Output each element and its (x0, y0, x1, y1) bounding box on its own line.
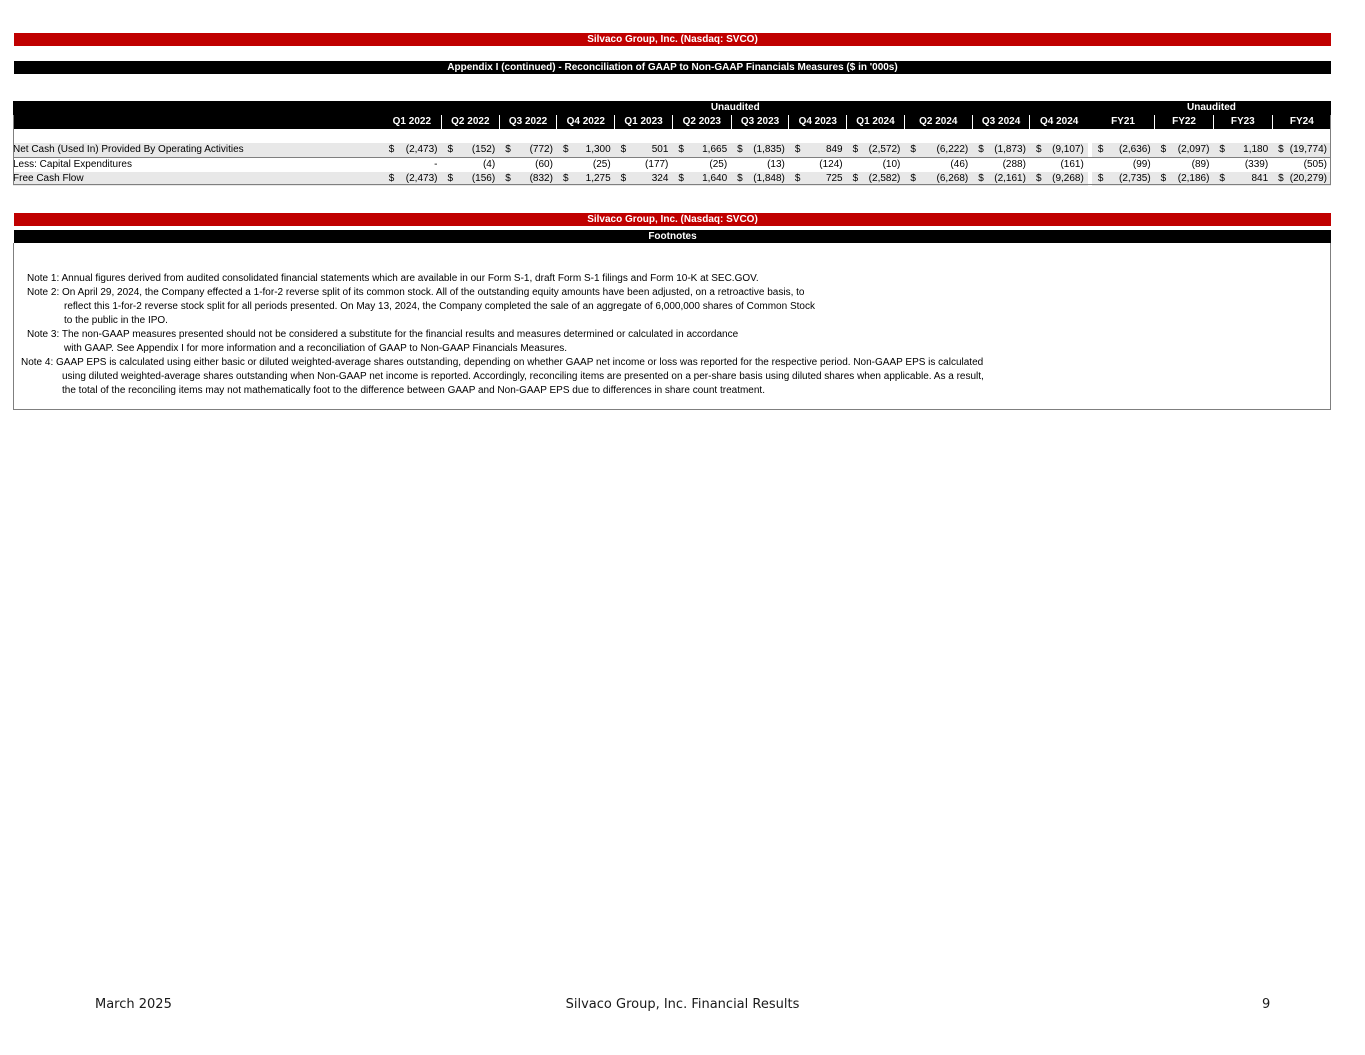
table-cell (1213, 158, 1272, 173)
header-blank (13, 101, 383, 115)
currency-symbol: $ (388, 173, 395, 184)
table-row (13, 172, 1331, 186)
table-cell (1155, 143, 1214, 158)
column-header: Q1 2022 (383, 115, 442, 129)
cell-value: (19,774) (1289, 144, 1327, 155)
cell-value: (2,582) (868, 173, 901, 184)
column-header: Q3 2022 (499, 115, 557, 129)
currency-symbol: $ (620, 173, 627, 184)
table-cell (972, 143, 1030, 158)
table-cell (731, 172, 789, 186)
cell-value: (6,222) (936, 144, 969, 155)
cell-value: (60) (535, 159, 553, 170)
footnotes-company-banner: Silvaco Group, Inc. (Nasdaq: SVCO) (14, 213, 1331, 226)
cell-value: (288) (1002, 159, 1026, 170)
table-cell (731, 158, 789, 173)
table-cell (441, 143, 499, 158)
footnote-line: the total of the reconciling items may not mathematically foot to the difference between GAAP and Non-GAAP EPS due to differences in share count treatment. (62, 385, 765, 396)
row-label: Net Cash (Used In) Provided By Operating Activities (13, 143, 383, 158)
cell-value: (832) (529, 173, 553, 184)
cell-value: - (434, 159, 438, 170)
cell-value: (10) (882, 159, 901, 170)
column-header: FY24 (1272, 115, 1331, 129)
cell-value: (2,735) (1118, 173, 1151, 184)
currency-symbol: $ (1278, 173, 1284, 184)
label-column-header (13, 115, 383, 129)
table-row (13, 158, 1331, 173)
company-banner: Silvaco Group, Inc. (Nasdaq: SVCO) (14, 33, 1331, 46)
currency-symbol: $ (1097, 173, 1104, 184)
currency-symbol: $ (978, 144, 984, 155)
currency-symbol: $ (910, 173, 916, 184)
cell-value: (505) (1303, 159, 1327, 170)
cell-value: (25) (592, 159, 611, 170)
column-header: Q3 2023 (731, 115, 789, 129)
table-cell (904, 172, 972, 186)
column-header: Q1 2023 (615, 115, 673, 129)
footnote-line: Note 3: The non-GAAP measures presented should not be considered a substitute for the financial results and measures determined or calculated in accordance (27, 329, 739, 340)
currency-symbol: $ (978, 173, 984, 184)
cell-value: (161) (1060, 159, 1084, 170)
cell-value: (4) (482, 159, 496, 170)
currency-symbol: $ (1097, 144, 1104, 155)
currency-symbol: $ (447, 173, 454, 184)
cell-value: (2,636) (1118, 144, 1151, 155)
table-cell (557, 158, 615, 173)
table-cell (499, 158, 557, 173)
column-header: FY21 (1092, 115, 1155, 129)
cell-value: (1,848) (753, 173, 785, 184)
table-cell (1272, 158, 1331, 173)
currency-symbol: $ (505, 173, 511, 184)
table-cell (904, 158, 972, 173)
column-header: FY22 (1155, 115, 1214, 129)
cell-value: (2,473) (405, 173, 438, 184)
table-cell (1092, 158, 1155, 173)
currency-symbol: $ (678, 173, 684, 184)
table-cell (615, 158, 673, 173)
table-cell (499, 172, 557, 186)
cell-value: (2,097) (1177, 144, 1210, 155)
currency-symbol: $ (620, 144, 627, 155)
cell-value: (9,268) (1052, 173, 1084, 184)
table-cell (1155, 172, 1214, 186)
table-cell (615, 172, 673, 186)
table-cell (672, 158, 731, 173)
footer-title: Silvaco Group, Inc. Financial Results (565, 997, 800, 1012)
footer-date: March 2025 (95, 997, 172, 1012)
table-cell (557, 143, 615, 158)
row-label: Less: Capital Expenditures (13, 159, 132, 170)
cell-value: (89) (1191, 159, 1210, 170)
appendix-title: Appendix I (continued) - Reconciliation of GAAP to Non-GAAP Financials Measures ($ in '000s) (14, 61, 1331, 74)
table-cell (972, 172, 1030, 186)
table-cell (1272, 172, 1331, 186)
table-cell (672, 172, 731, 186)
table-cell (1030, 143, 1088, 158)
table-cell (672, 143, 731, 158)
column-header: Q4 2024 (1030, 115, 1088, 129)
column-header: FY23 (1213, 115, 1272, 129)
table-cell (441, 158, 499, 173)
cell-value: 1,640 (702, 173, 728, 184)
cell-value: 1,665 (702, 144, 728, 155)
table-cell (789, 172, 847, 186)
table-cell (1092, 172, 1155, 186)
footnote-line: Note 2: On April 29, 2024, the Company effected a 1-for-2 reverse split of its common stock. All of the outstanding equity amounts have been adjusted, on a retroactive basis, to (27, 287, 805, 298)
currency-symbol: $ (505, 144, 511, 155)
cell-value: (2,161) (994, 173, 1026, 184)
currency-symbol: $ (1160, 173, 1167, 184)
cell-value: (124) (819, 159, 843, 170)
footnote-line: Note 1: Annual figures derived from audited consolidated financial statements which are available in our Form S-1, draft Form S-1 filings and Form 10-K at SEC.GOV. (27, 273, 759, 284)
table-cell (383, 158, 442, 173)
currency-symbol: $ (794, 173, 801, 184)
table-cell (383, 172, 442, 186)
currency-symbol: $ (852, 144, 859, 155)
table-cell (615, 143, 673, 158)
currency-symbol: $ (388, 144, 395, 155)
row-label: Free Cash Flow (13, 172, 383, 186)
spacer-row (13, 129, 1331, 143)
currency-symbol: $ (562, 173, 569, 184)
cell-value: 841 (1251, 173, 1269, 184)
table-cell (1213, 172, 1272, 186)
table-cell (1092, 143, 1155, 158)
cell-value: (152) (471, 144, 496, 155)
fcf-reconciliation-table (13, 101, 1331, 186)
table-cell (904, 143, 972, 158)
cell-value: (2,186) (1177, 173, 1210, 184)
cell-value: 725 (825, 173, 843, 184)
column-header: Q4 2022 (557, 115, 615, 129)
table-cell (1155, 158, 1214, 173)
footer-page-number: 9 (1262, 997, 1271, 1012)
footnotes-box (13, 243, 1331, 410)
cell-value: (2,572) (868, 144, 901, 155)
cell-value: (177) (645, 159, 669, 170)
currency-symbol: $ (737, 144, 743, 155)
table-cell (731, 143, 789, 158)
table-cell (847, 172, 905, 186)
currency-symbol: $ (1160, 144, 1167, 155)
currency-symbol: $ (737, 173, 743, 184)
currency-symbol: $ (678, 144, 684, 155)
table-cell (441, 172, 499, 186)
currency-symbol: $ (852, 173, 859, 184)
cell-value: 849 (825, 144, 843, 155)
footnote-line: using diluted weighted-average shares outstanding when Non-GAAP net income is reported. Accordingly, reconciling items are presented on a per-share basis using diluted shares when applicable. As a result, (62, 371, 984, 382)
cell-value: (13) (767, 159, 785, 170)
cell-value: (2,473) (405, 144, 438, 155)
currency-symbol: $ (1278, 144, 1284, 155)
cell-value: (156) (471, 173, 496, 184)
column-header: Q2 2024 (904, 115, 972, 129)
cell-value: (6,268) (936, 173, 969, 184)
table-cell (972, 158, 1030, 173)
currency-symbol: $ (1035, 173, 1042, 184)
cell-value: 1,300 (585, 144, 611, 155)
currency-symbol: $ (447, 144, 454, 155)
cell-value: (772) (529, 144, 553, 155)
currency-symbol: $ (794, 144, 801, 155)
cell-value: (20,279) (1289, 173, 1327, 184)
table-cell (1272, 143, 1331, 158)
footnote-line: with GAAP. See Appendix I for more information and a reconciliation of GAAP to Non-GAAP Financials Measures. (64, 343, 568, 354)
table-cell (383, 143, 442, 158)
cell-value: (25) (709, 159, 728, 170)
footnote-line: Note 4: GAAP EPS is calculated using either basic or diluted weighted-average shares outstanding, depending on whether GAAP net income or loss was reported for the respective period. Non-GAAP EPS is calculated (21, 357, 984, 368)
footnotes-title: Footnotes (14, 230, 1331, 243)
table-cell (847, 143, 905, 158)
column-header: Q3 2024 (972, 115, 1030, 129)
cell-value: 1,275 (585, 173, 611, 184)
cell-value: (99) (1132, 159, 1151, 170)
column-header: Q2 2022 (441, 115, 499, 129)
currency-symbol: $ (562, 144, 569, 155)
table-cell (1213, 143, 1272, 158)
cell-value: (1,873) (994, 144, 1026, 155)
currency-symbol: $ (1035, 144, 1042, 155)
table-cell (1030, 158, 1088, 173)
cell-value: (339) (1244, 159, 1269, 170)
table-cell (789, 158, 847, 173)
table-cell (847, 158, 905, 173)
cell-value: (46) (950, 159, 969, 170)
cell-value: 324 (651, 173, 669, 184)
cell-value: (1,835) (753, 144, 785, 155)
currency-symbol: $ (1219, 144, 1225, 155)
quarterly-group-header: Unaudited (383, 101, 1088, 115)
column-header: Q2 2023 (672, 115, 731, 129)
footnote-line: reflect this 1-for-2 reverse stock split for all periods presented. On May 13, 2024, the Company completed the sale of an aggregate of 6,000,000 shares of Common Stock (64, 301, 815, 312)
annual-group-header: Unaudited (1092, 101, 1331, 115)
cell-value: (9,107) (1052, 144, 1084, 155)
currency-symbol: $ (1219, 173, 1225, 184)
footnote-line: to the public in the IPO. (64, 315, 168, 326)
currency-symbol: $ (910, 144, 916, 155)
table-cell (557, 172, 615, 186)
cell-value: 1,180 (1243, 144, 1269, 155)
table-cell (789, 143, 847, 158)
cell-value: 501 (651, 144, 669, 155)
table-cell (499, 143, 557, 158)
table-row (13, 143, 1331, 158)
table-cell (1030, 172, 1088, 186)
column-header: Q1 2024 (847, 115, 905, 129)
column-header: Q4 2023 (789, 115, 847, 129)
